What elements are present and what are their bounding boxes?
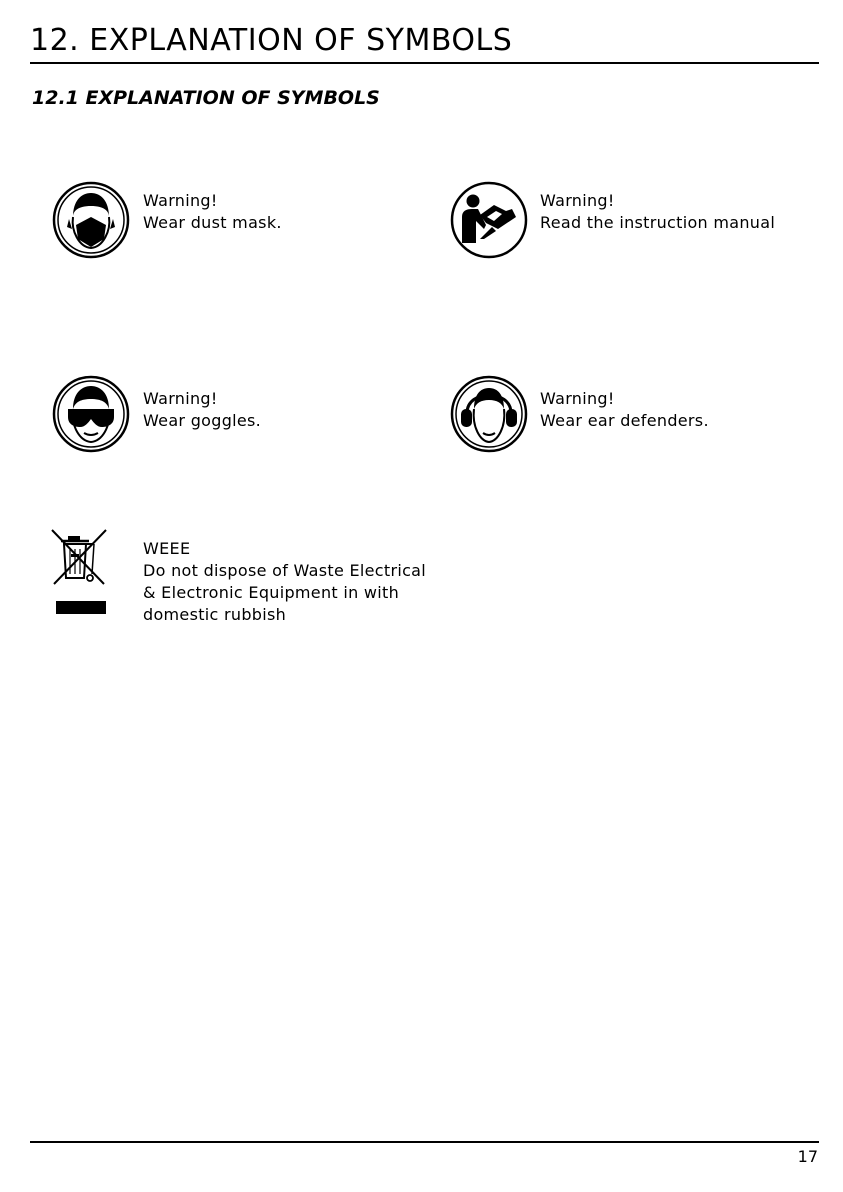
goggles-caption-line1: Warning!: [143, 389, 218, 408]
dust-mask-caption: [143, 190, 282, 234]
goggles-caption-line2: Wear goggles.: [143, 411, 262, 430]
instruction-manual-caption-line2: Read the instruction manual: [540, 213, 776, 232]
ear-defenders-caption-line1: Warning!: [540, 389, 615, 408]
weee-caption-line3: & Electronic Equipment in with: [143, 583, 400, 602]
ear-defenders-caption: [540, 388, 709, 432]
dust-mask-icon: [52, 181, 130, 259]
dust-mask-caption-line1: Warning!: [143, 191, 218, 210]
ear-defenders-icon: [450, 375, 528, 453]
goggles-icon: [52, 375, 130, 453]
page-number: 17: [797, 1147, 818, 1166]
instruction-manual-caption: [540, 190, 775, 234]
weee-caption: [143, 538, 426, 626]
weee-caption-line1: WEEE: [143, 539, 191, 558]
goggles-caption: [143, 388, 261, 432]
header-rule: [30, 62, 819, 64]
instruction-manual-caption-line1: Warning!: [540, 191, 615, 210]
subsection-title: 12.1 EXPLANATION OF SYMBOLS: [32, 87, 380, 109]
section-title: 12. EXPLANATION OF SYMBOLS: [30, 23, 513, 58]
dust-mask-caption-line2: Wear dust mask.: [143, 213, 282, 232]
ear-defenders-caption-line2: Wear ear defenders.: [540, 411, 709, 430]
footer-rule: [30, 1141, 819, 1143]
weee-bin-icon: [50, 528, 114, 616]
weee-caption-line4: domestic rubbish: [143, 605, 287, 624]
instruction-manual-icon: [450, 181, 528, 259]
weee-caption-line2: Do not dispose of Waste Electrical: [143, 561, 427, 580]
